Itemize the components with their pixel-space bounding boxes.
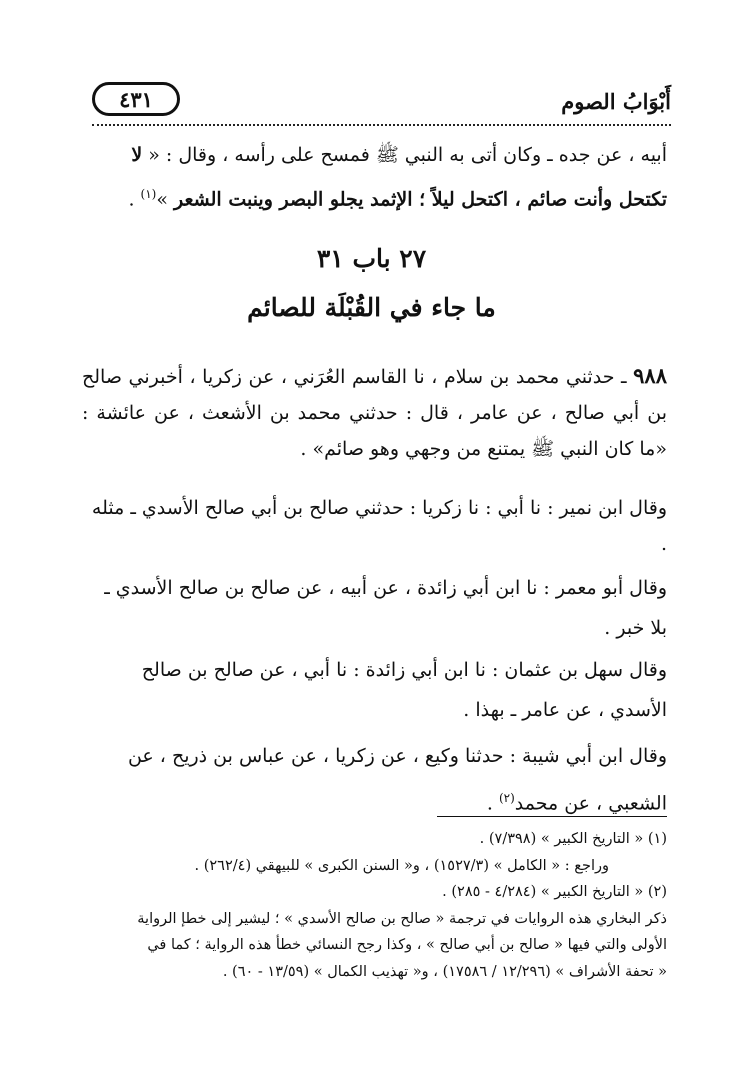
footnote-2-line-4: « تحفة الأشراف » (١٢/٢٩٦ / ١٧٥٨٦) ، و« تهذيب الكمال » (١٣/٥٩ - ٦٠) . bbox=[222, 963, 667, 980]
hadith-text: ـ حدثني محمد بن سلام ، نا القاسم العُرَني ، عن زكريا ، أخبرني صالح بن أبي صالح ، عن عامر ، قال : حدثني محمد بن الأشعث ، عن عائشة : «ما كان النبي ﷺ يمتنع من وجهي وهو صائم» . bbox=[82, 366, 667, 460]
footnotes bbox=[82, 826, 667, 985]
paragraph-ibn-abi-shayba bbox=[82, 735, 667, 824]
footnote-divider bbox=[437, 816, 667, 817]
header-divider bbox=[92, 124, 671, 126]
intro-tail: . bbox=[128, 188, 141, 211]
footnote-2-line-2: ذكر البخاري هذه الروايات في ترجمة « صالح بن صالح الأسدي » ؛ ليشير إلى خطإ الرواية bbox=[137, 910, 667, 927]
ibn-abi-shayba-text: وقال ابن أبي شيبة : حدثنا وكيع ، عن زكريا ، عن عباس بن ذريح ، عن الشعبي ، عن محمد bbox=[127, 745, 667, 815]
paragraph-sahl: وقال سهل بن عثمان : نا ابن أبي زائدة : نا أبي ، عن صالح بن صالح الأسدي ، عن عامر ـ بهذا . bbox=[141, 659, 667, 721]
page-number: ٤٣١ bbox=[119, 86, 153, 112]
chapter-title: ما جاء في القُبْلَة للصائم bbox=[247, 293, 496, 322]
chapter-number: ٢٧ باب ٣١ bbox=[316, 244, 427, 273]
page-number-badge bbox=[92, 82, 180, 116]
footnote-mark-2: (٢) bbox=[498, 791, 515, 805]
running-title: أَبْوَابُ الصوم bbox=[561, 89, 671, 114]
footnote-2-line-1: (٢) « التاريخ الكبير » (٤/٢٨٤ - ٢٨٥) . bbox=[442, 884, 667, 900]
footnote-1-line-1: (١) « التاريخ الكبير » (٧/٣٩٨) . bbox=[479, 831, 667, 847]
intro-quote-end: » bbox=[156, 188, 175, 211]
footnote-2-line-3: الأولى والتي فيها « صالح بن أبي صالح » ، وكذا رجح النسائي خطأ هذه الرواية ؛ كما في bbox=[147, 937, 667, 953]
footnote-mark-1: (١) bbox=[140, 187, 157, 201]
hadith-number: ٩٨٨ bbox=[633, 363, 667, 388]
paragraph-ibn-numayr: وقال ابن نمير : نا أبي : نا زكريا : حدثني صالح بن أبي صالح الأسدي ـ مثله . bbox=[91, 497, 667, 555]
intro-text: أبيه ، عن جده ـ وكان أتى به النبي ﷺ فمسح على رأسه ، وقال : « bbox=[142, 144, 667, 166]
footnote-1-line-2: وراجع : « الكامل » (١٥٢٧/٣) ، و« السنن الكبرى » للبيهقي (٢٦٢/٤) . bbox=[194, 857, 609, 874]
intro-paragraph bbox=[82, 136, 667, 219]
ibn-abi-shayba-tail: . bbox=[486, 792, 499, 815]
intro-bold-quote: لا تكتحل وأنت صائم ، اكتحل ليلاً ؛ الإثمد يجلو البصر وينبت الشعر bbox=[131, 144, 667, 211]
hadith-988 bbox=[82, 358, 667, 467]
paragraph-abu-mamar: وقال أبو معمر : نا ابن أبي زائدة ، عن أبيه ، عن صالح بن صالح الأسدي ـ بلا خبر . bbox=[104, 577, 667, 639]
